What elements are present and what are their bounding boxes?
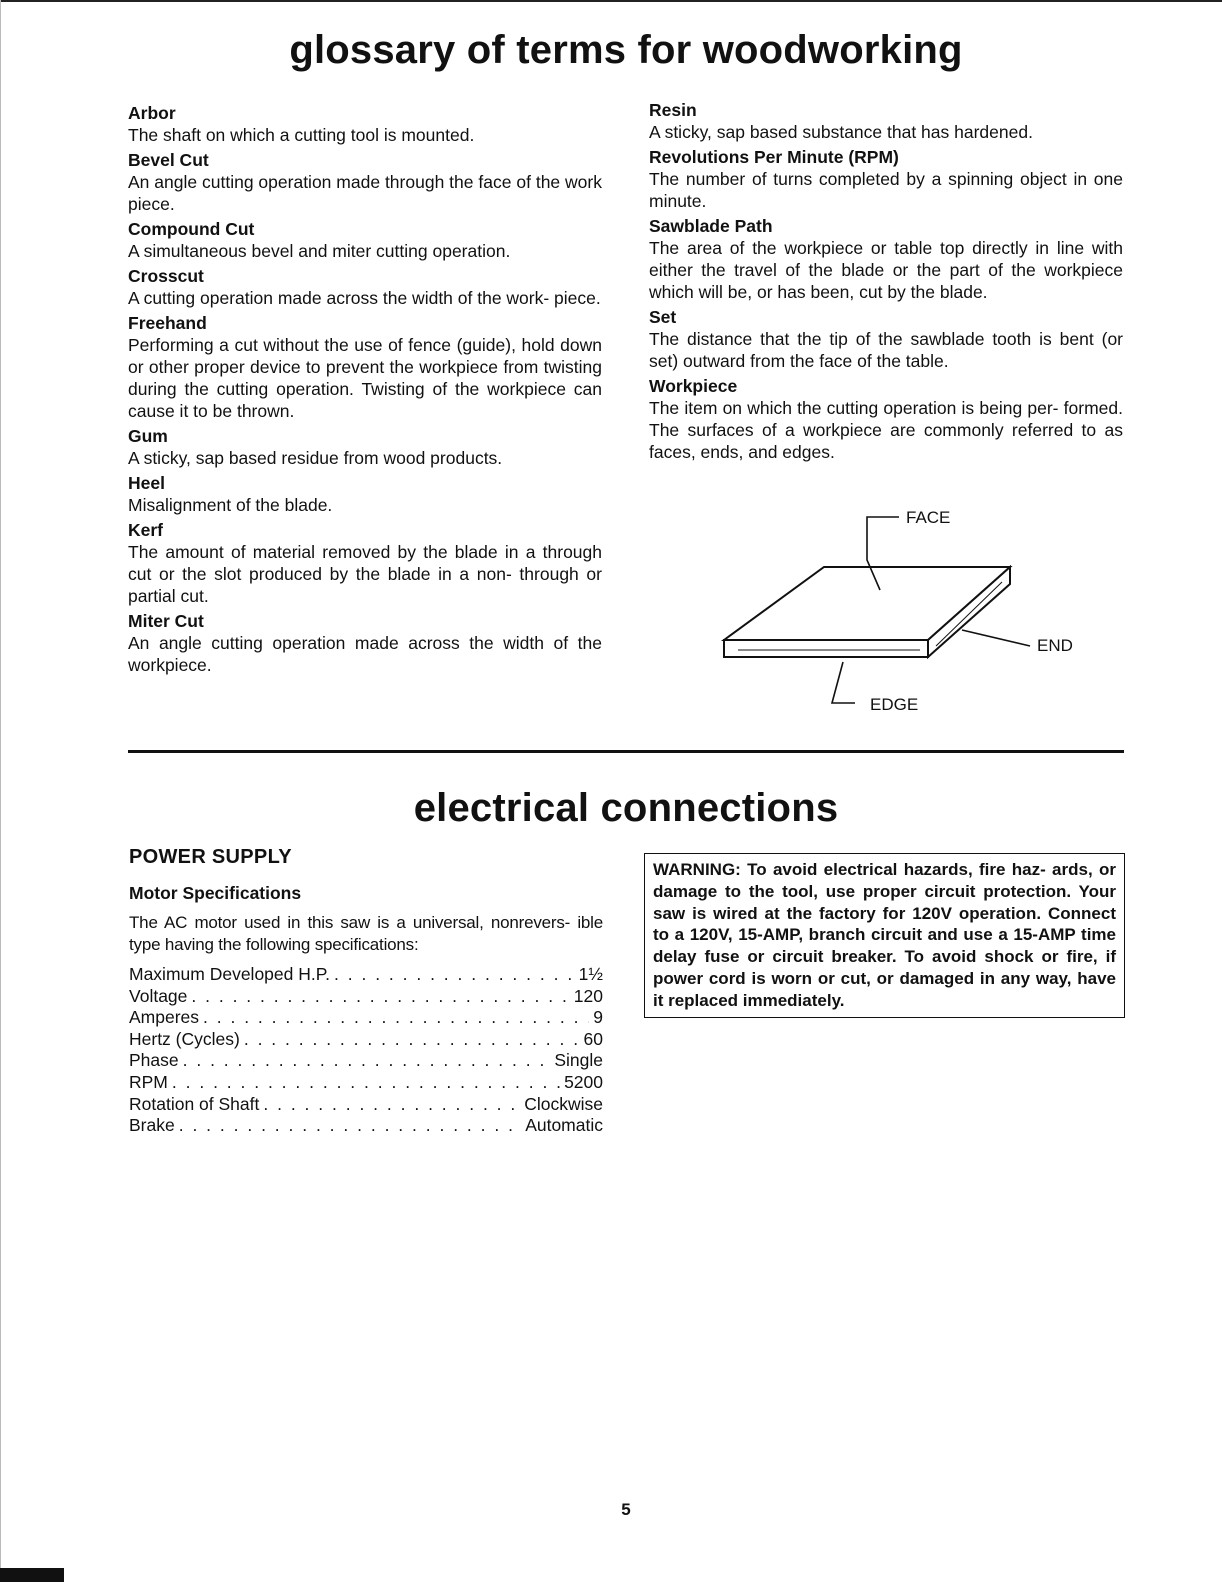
term-definition: Misalignment of the blade. [128,495,333,515]
term-definition: A simultaneous bevel and miter cutting operation. [128,241,511,261]
term-name: Gum [128,426,168,446]
spec-label: RPM [129,1071,168,1092]
spec-label: Rotation of Shaft [129,1093,260,1114]
glossary-term [128,150,602,215]
spec-row [129,986,603,1008]
dot-leader [179,1115,521,1137]
term-definition: The amount of material removed by the blade in a through cut or the slot produced by the blade in a non- through or partial cut. [128,542,602,606]
spec-row [129,1094,603,1116]
spec-label: Maximum Developed H.P. [129,964,331,984]
dot-leader [244,1029,580,1051]
spec-row [129,1007,603,1029]
spec-value: Single [554,1050,603,1071]
glossary-term [128,313,602,422]
term-definition: The item on which the cutting operation is being per- formed. The surfaces of a workpiece are commonly referred to as faces, ends, and edges. [649,398,1123,462]
term-name: Sawblade Path [649,216,773,236]
page-number: 5 [621,1500,631,1519]
term-definition: The shaft on which a cutting tool is mounted. [128,125,475,145]
glossary-term [649,100,1123,143]
section-divider [128,750,1124,753]
glossary-term [128,426,602,469]
spec-list [129,964,603,1137]
glossary-title: glossary of terms for woodworking [289,28,963,72]
glossary-left-column [128,103,602,680]
glossary-term [128,473,602,516]
term-definition: The number of turns completed by a spinning object in one minute. [649,169,1123,211]
motor-specs-intro: The AC motor used in this saw is a universal, nonrevers- ible type having the following specifications: [129,913,603,954]
workpiece-diagram [700,500,1120,730]
dot-leader [263,1094,520,1116]
term-name: Revolutions Per Minute (RPM) [649,147,899,167]
dot-leader [191,986,569,1008]
term-name: Workpiece [649,376,738,396]
dot-leader [203,1007,589,1029]
spec-value: 120 [573,985,603,1006]
term-name: Miter Cut [128,611,204,631]
term-definition: An angle cutting operation made across the width of the workpiece. [128,633,602,675]
term-definition: The area of the workpiece or table top directly in line with either the travel of the blade or the part of the workpiece which will be, or has been, cut by the blade. [649,238,1123,302]
electrical-title: electrical connections [413,786,839,830]
spec-label: Voltage [129,985,188,1006]
term-name: Bevel Cut [128,150,209,170]
glossary-term [649,307,1123,372]
term-definition: The distance that the tip of the sawblade tooth is bent (or set) outward from the face of the table. [649,329,1123,371]
dot-leader [334,964,575,986]
spec-label: Hertz (Cycles) [129,1028,240,1049]
term-name: Kerf [128,520,164,540]
spec-label: Amperes [129,1007,200,1028]
term-definition: Performing a cut without the use of fence (guide), hold down or other proper device to prevent the workpiece from twisting during the cutting operation. Twisting of the workpiece can cause it to be thrown. [128,335,602,421]
spec-value: Clockwise [524,1093,603,1114]
end-label: END [1037,636,1073,655]
spec-label: Brake [129,1115,175,1136]
spec-row [129,1072,603,1094]
motor-specs-heading: Motor Specifications [129,883,302,903]
dot-leader [183,1050,551,1072]
power-supply-section [129,846,603,1137]
term-name: Heel [128,473,165,493]
glossary-term [649,216,1123,303]
glossary-term [128,266,602,309]
workpiece-board [724,567,1010,657]
edge-label: EDGE [870,695,919,714]
glossary-term [128,520,602,607]
term-name: Arbor [128,103,176,123]
term-definition: A sticky, sap based residue from wood products. [128,448,503,468]
spec-row [129,1050,603,1072]
top-rule [0,0,1222,2]
glossary-right-column [649,100,1123,467]
glossary-term [649,147,1123,212]
term-definition: A cutting operation made across the width of the work- piece. [128,288,601,308]
spec-value: 60 [583,1028,603,1049]
spec-row [129,1115,603,1137]
term-definition: A sticky, sap based substance that has hardened. [649,122,1033,142]
term-name: Crosscut [128,266,204,286]
glossary-term [649,376,1123,463]
spec-row [129,1029,603,1051]
term-name: Freehand [128,313,207,333]
spec-row [129,964,603,986]
warning-box: WARNING: To avoid electrical hazards, fire haz- ards, or damage to the tool, use proper circuit protection. Your saw is wired at the factory for 120V operation. Connect to a 120V, 15-AMP, branch circuit and use a 15-AMP time delay fuse or circuit breaker. To avoid shock or fire, if power cord is worn or cut, or damaged in any way, have it replaced immediately. [644,853,1125,1018]
dot-leader [172,1072,560,1094]
spec-value: 1½ [578,964,603,984]
spec-value: 5200 [564,1071,603,1092]
term-definition: An angle cutting operation made through the face of the work piece. [128,172,602,214]
term-name: Set [649,307,677,327]
term-name: Resin [649,100,697,120]
glossary-term [128,611,602,676]
spec-label: Phase [129,1050,179,1071]
glossary-term [128,219,602,262]
corner-mark [0,1568,64,1582]
face-label: FACE [906,508,951,527]
term-name: Compound Cut [128,219,255,239]
power-supply-heading: POWER SUPPLY [129,846,292,868]
spec-value: 9 [593,1007,603,1028]
spec-value: Automatic [525,1115,603,1136]
glossary-term [128,103,602,146]
